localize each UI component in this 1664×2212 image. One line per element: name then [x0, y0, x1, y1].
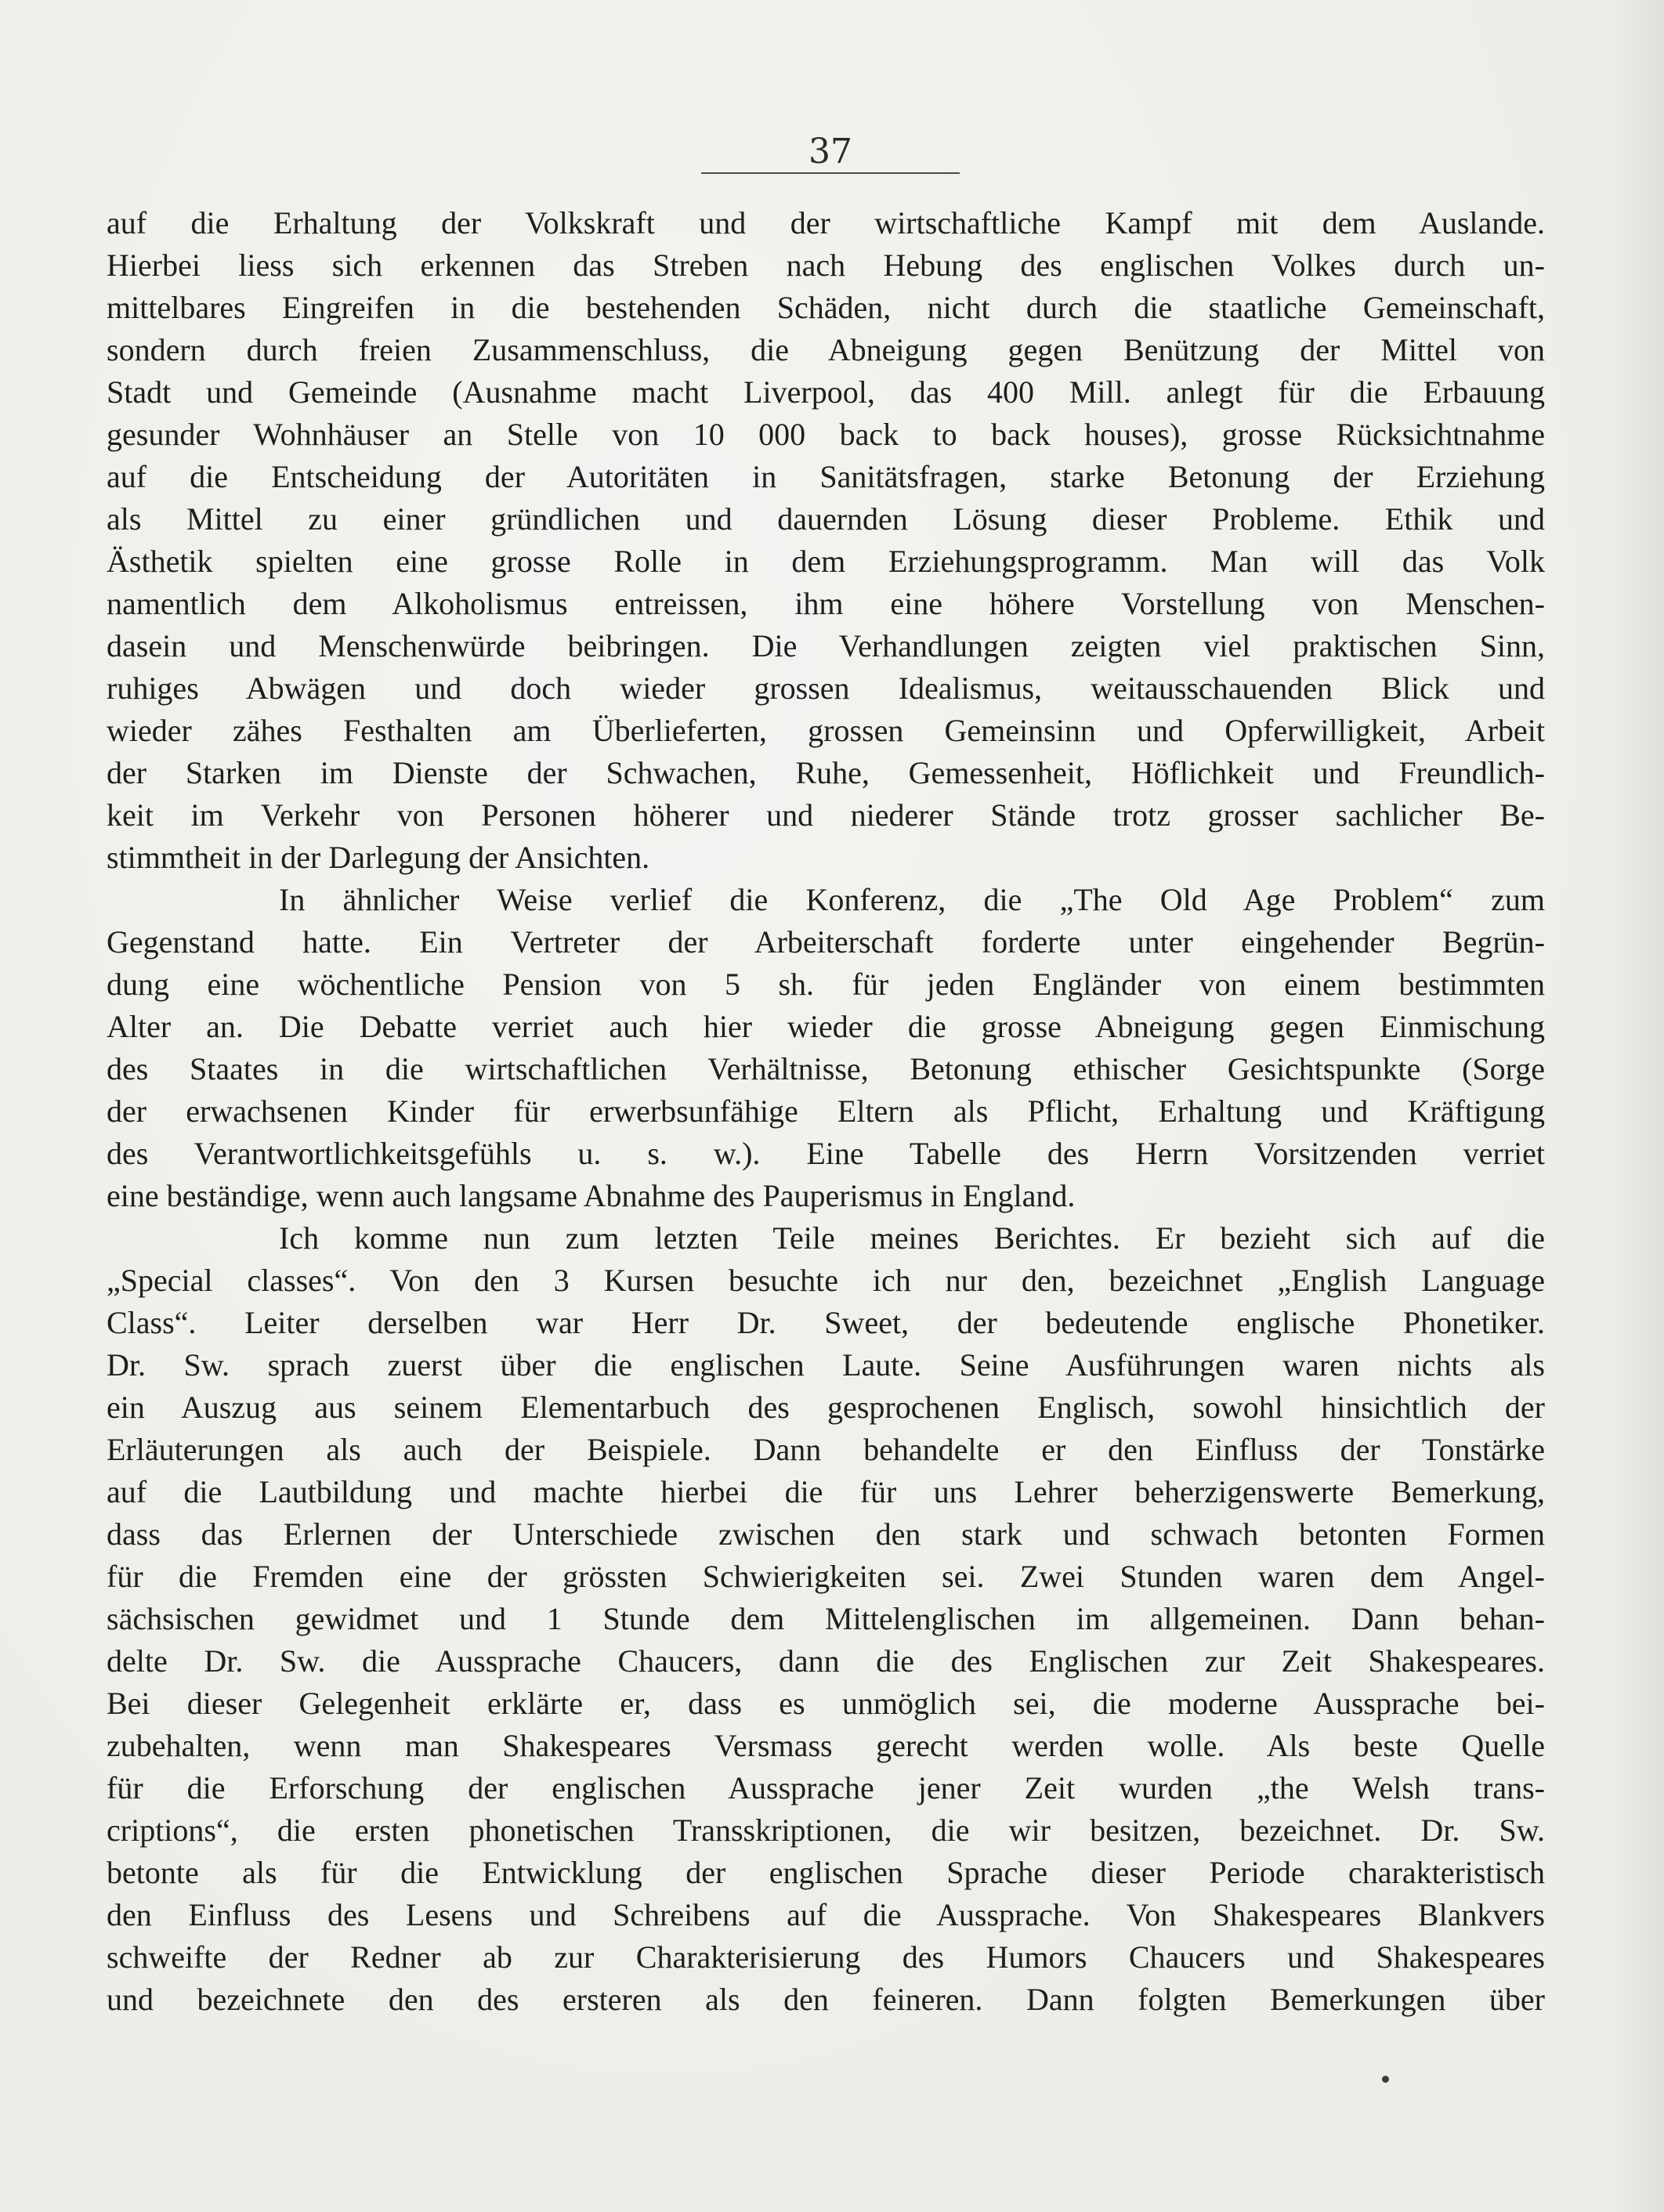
page-header [701, 133, 960, 171]
text-line: als Mittel zu einer gründlichen und dauernden Lösung dieser Probleme. Ethik und [107, 501, 1545, 537]
text-line: Gegenstand hatte. Ein Vertreter der Arbeiterschaft forderte unter eingehender Begrün- [107, 924, 1545, 960]
text-line: ein Auszug aus seinem Elementarbuch des gesprochenen Englisch, sowohl hinsichtlich der [107, 1390, 1545, 1425]
text-line: keit im Verkehr von Personen höherer und niederer Stände trotz grosser sachlicher Be- [107, 797, 1545, 833]
paragraph-3 [107, 1217, 1545, 2021]
text-line: „Special classes“. Von den 3 Kursen besuchte ich nur den, bezeichnet „English Language [107, 1263, 1545, 1298]
text-line: für die Fremden eine der grössten Schwierigkeiten sei. Zwei Stunden waren dem Angel- [107, 1559, 1545, 1594]
paragraph-2 [107, 879, 1545, 1217]
paragraph-1 [107, 202, 1545, 879]
text-line: Stadt und Gemeinde (Ausnahme macht Liverpool, das 400 Mill. anlegt für die Erbauung [107, 374, 1545, 410]
text-line: mittelbares Eingreifen in die bestehenden Schäden, nicht durch die staatliche Gemeinschaft, [107, 290, 1545, 325]
text-line: Erläuterungen als auch der Beispiele. Dann behandelte er den Einfluss der Tonstärke [107, 1432, 1545, 1467]
text-line: schweifte der Redner ab zur Charakterisierung des Humors Chaucers und Shakespeares [107, 1939, 1545, 1975]
text-line: des Staates in die wirtschaftlichen Verhältnisse, Betonung ethischer Gesichtspunkte (Sorge [107, 1051, 1545, 1086]
text-line: dung eine wöchentliche Pension von 5 sh. für jeden Engländer von einem bestimmten [107, 967, 1545, 1002]
text-line: Class“. Leiter derselben war Herr Dr. Sweet, der bedeutende englische Phonetiker. [107, 1305, 1545, 1340]
text-line: criptions“, die ersten phonetischen Transskriptionen, die wir besitzen, bezeichnet. Dr. Sw. [107, 1813, 1545, 1848]
text-line: stimmtheit in der Darlegung der Ansichten. [107, 840, 650, 875]
page-edge-shadow [1609, 0, 1664, 2212]
body-text [107, 202, 1545, 2021]
text-line: für die Erforschung der englischen Aussprache jener Zeit wurden „the Welsh trans- [107, 1770, 1545, 1805]
text-line: den Einfluss des Lesens und Schreibens auf die Aussprache. Von Shakespeares Blankvers [107, 1897, 1545, 1932]
text-line: In ähnlicher Weise verlief die Konferenz, die „The Old Age Problem“ zum [279, 882, 1545, 917]
text-line: ruhiges Abwägen und doch wieder grossen Idealismus, weitausschauenden Blick und [107, 670, 1545, 706]
text-line: gesunder Wohnhäuser an Stelle von 10 000 back to back houses), grosse Rücksichtnahme [107, 417, 1545, 452]
text-line: der erwachsenen Kinder für erwerbsunfähige Eltern als Pflicht, Erhaltung und Kräftigung [107, 1093, 1545, 1129]
text-line: dass das Erlernen der Unterschiede zwischen den stark und schwach betonten Formen [107, 1516, 1545, 1552]
text-line: zubehalten, wenn man Shakespeares Versmass gerecht werden wolle. Als beste Quelle [107, 1728, 1545, 1763]
text-line: sächsischen gewidmet und 1 Stunde dem Mittelenglischen im allgemeinen. Dann behan- [107, 1601, 1545, 1636]
ink-speck [1382, 2076, 1389, 2083]
text-line: auf die Lautbildung und machte hierbei die für uns Lehrer beherzigenswerte Bemerkung, [107, 1474, 1545, 1509]
text-line: dasein und Menschenwürde beibringen. Die Verhandlungen zeigten viel praktischen Sinn, [107, 628, 1545, 663]
text-line: sondern durch freien Zusammenschluss, die Abneigung gegen Benützung der Mittel von [107, 332, 1545, 367]
text-line: Ich komme nun zum letzten Teile meines Berichtes. Er bezieht sich auf die [279, 1220, 1545, 1256]
text-line: eine beständige, wenn auch langsame Abnahme des Pauperismus in England. [107, 1178, 1076, 1213]
text-line: Bei dieser Gelegenheit erklärte er, dass es unmöglich sei, die moderne Aussprache bei- [107, 1686, 1545, 1721]
text-line: delte Dr. Sw. die Aussprache Chaucers, dann die des Englischen zur Zeit Shakespeares. [107, 1643, 1545, 1679]
header-rule [701, 172, 960, 174]
text-line: wieder zähes Festhalten am Überlieferten, grossen Gemeinsinn und Opferwilligkeit, Arbeit [107, 713, 1545, 748]
text-line: betonte als für die Entwicklung der englischen Sprache dieser Periode charakteristisch [107, 1855, 1545, 1890]
text-line: auf die Entscheidung der Autoritäten in Sanitätsfragen, starke Betonung der Erziehung [107, 459, 1545, 494]
text-line: der Starken im Dienste der Schwachen, Ruhe, Gemessenheit, Höflichkeit und Freundlich- [107, 755, 1545, 790]
text-line: Hierbei liess sich erkennen das Streben nach Hebung des englischen Volkes durch un- [107, 248, 1545, 283]
text-line: des Verantwortlichkeitsgefühls u. s. w.). Eine Tabelle des Herrn Vorsitzenden verriet [107, 1136, 1545, 1171]
text-line: und bezeichnete den des ersteren als den feineren. Dann folgten Bemerkungen über [107, 1982, 1545, 2017]
text-line: Ästhetik spielten eine grosse Rolle in dem Erziehungsprogramm. Man will das Volk [107, 544, 1545, 579]
text-line: namentlich dem Alkoholismus entreissen, ihm eine höhere Vorstellung von Menschen- [107, 586, 1545, 621]
text-line: Dr. Sw. sprach zuerst über die englischen Laute. Seine Ausführungen waren nichts als [107, 1347, 1545, 1382]
page-number: 37 [808, 132, 852, 172]
text-line: auf die Erhaltung der Volkskraft und der wirtschaftliche Kampf mit dem Auslande. [107, 205, 1545, 240]
text-line: Alter an. Die Debatte verriet auch hier wieder die grosse Abneigung gegen Einmischung [107, 1009, 1545, 1044]
